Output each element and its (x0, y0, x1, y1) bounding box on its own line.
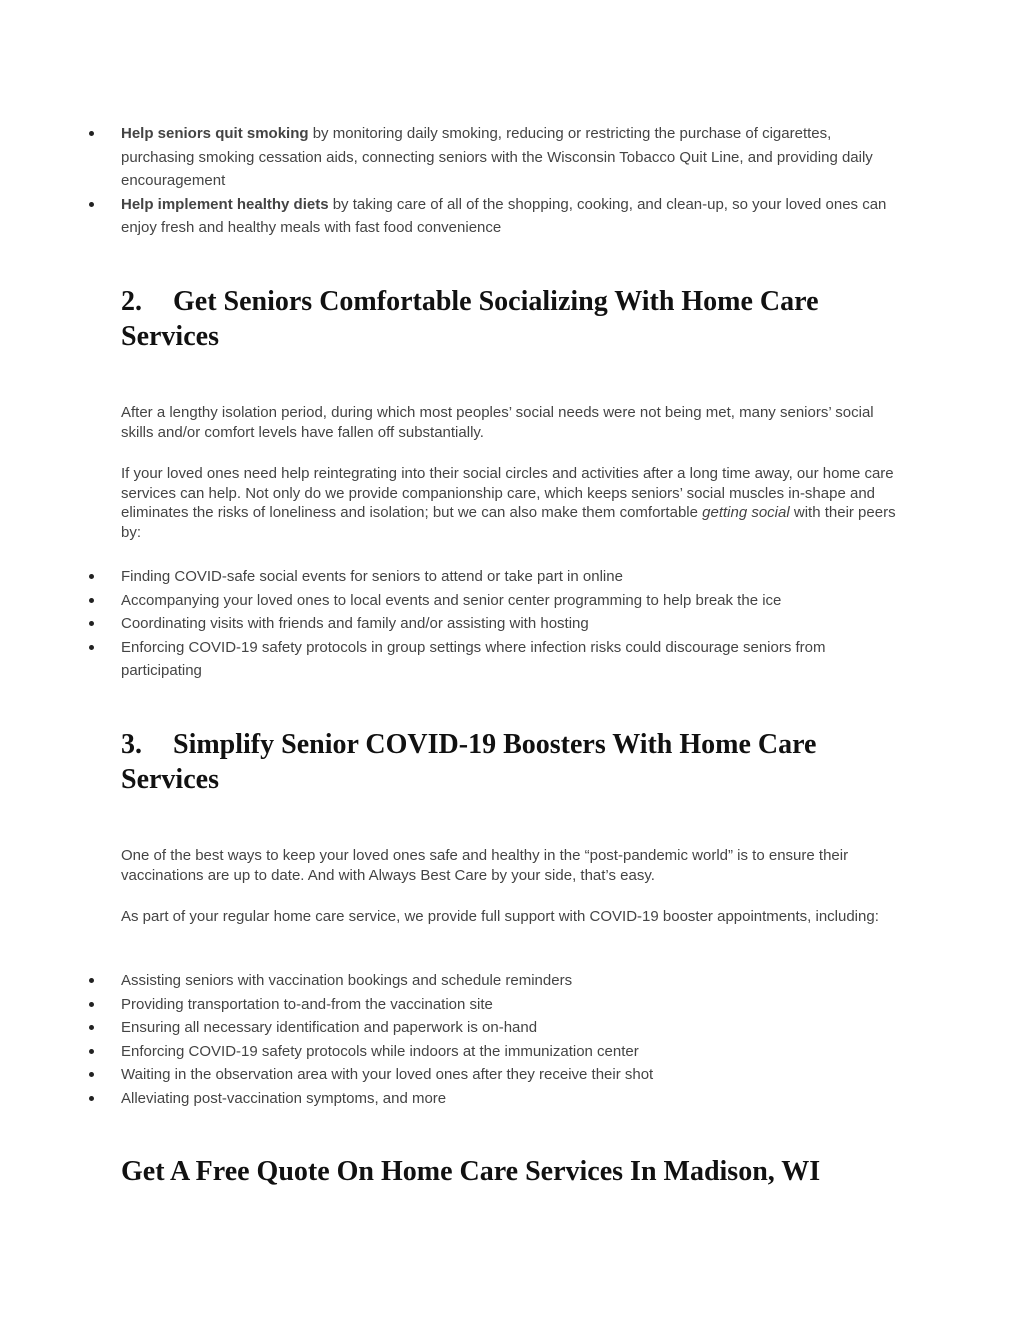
bullet-icon (89, 202, 94, 207)
benefits-list (0, 122, 1024, 240)
list-item-text: Enforcing COVID-19 safety protocols while indoors at the immunization center (121, 1042, 639, 1060)
list-item (0, 589, 906, 613)
list-item-text: Ensuring all necessary identification and paperwork is on-hand (121, 1019, 538, 1036)
bullet-icon (89, 1049, 94, 1054)
paragraph-text: After a lengthy isolation period, during which most peoples’ social needs were not being met, many seniors’ social skills and/or comfort levels have fallen off substantially. (121, 404, 874, 441)
list-item-text: Alleviating post-vaccination symptoms, and more (121, 1089, 447, 1107)
section-title: Get Seniors Comfortable Socializing With Home Care Services (121, 286, 819, 352)
social-list (0, 565, 1024, 683)
bullet-icon (89, 1096, 94, 1101)
list-item (0, 636, 906, 683)
paragraph (121, 907, 906, 927)
list-item-text: Waiting in the observation area with your loved ones after they receive their shot (121, 1066, 654, 1083)
list-item-text: Providing transportation to-and-from the vaccination site (121, 995, 493, 1013)
list-item (0, 993, 906, 1017)
list-item-text: Assisting seniors with vaccination bookings and schedule reminders (121, 972, 573, 989)
list-item (0, 1087, 906, 1111)
bullet-icon (89, 1025, 94, 1030)
paragraph-text: One of the best ways to keep your loved ones safe and healthy in the “post-pandemic world” is to ensure their vaccinations are up to date. And with Always Best Care by your side, that’s easy. (121, 847, 849, 884)
list-item-text: Finding COVID-safe social events for seniors to attend or take part in online (121, 568, 623, 585)
list-item (0, 969, 906, 993)
section-heading (121, 727, 921, 797)
list-item (0, 1016, 906, 1040)
list-item (0, 122, 906, 193)
section-heading (121, 1154, 921, 1189)
bullet-icon (89, 978, 94, 983)
list-item (0, 193, 906, 240)
list-item-text: Coordinating visits with friends and family and/or assisting with hosting (121, 615, 589, 632)
bullet-icon (89, 131, 94, 136)
section-number: 3. (121, 729, 142, 760)
bullet-icon (89, 1002, 94, 1007)
bullet-icon (89, 598, 94, 603)
paragraph-text: If your loved ones need help reintegrating into their social circles and activities after a long time away, our home care services can help. Not only do we provide companionship care, which keeps seniors’ social muscles in-shape and eliminates the risks of loneliness and isolation; but we can also make them comfortable (121, 465, 894, 521)
list-item-text: Enforcing COVID-19 safety protocols in group settings where infection risks could discourage seniors from participating (121, 638, 826, 679)
bullet-icon (89, 1072, 94, 1077)
section-number: 2. (121, 286, 142, 317)
section-title: Simplify Senior COVID-19 Boosters With Home Care Services (121, 729, 817, 795)
paragraph-text: As part of your regular home care service, we provide full support with COVID-19 booster appointments, including: (121, 908, 879, 925)
bullet-icon (89, 574, 94, 579)
list-item (0, 612, 906, 636)
list-item (0, 1040, 906, 1064)
paragraph (121, 403, 906, 442)
list-item-text: by taking care of all of the shopping, cooking, and clean-up, so your loved ones can enjoy fresh and healthy meals with fast food convenience (121, 195, 887, 236)
bullet-icon (89, 621, 94, 626)
list-item-bold: Help seniors quit smoking (121, 125, 309, 142)
paragraph-text: with their peers by: (121, 504, 896, 541)
list-item-text: by monitoring daily smoking, reducing or restricting the purchase of cigarettes, purchasing smoking cessation aids, connecting seniors with the Wisconsin Tobacco Quit Line, and providing daily encouragement (121, 125, 873, 189)
list-item-text: Accompanying your loved ones to local events and senior center programming to help break the ice (121, 591, 782, 609)
section-title: Get A Free Quote On Home Care Services In Madison, WI (121, 1156, 821, 1187)
paragraph (121, 846, 906, 885)
list-item (0, 565, 906, 589)
list-item-bold: Help implement healthy diets (121, 195, 329, 213)
booster-list (0, 969, 1024, 1110)
paragraph (121, 464, 906, 542)
emphasis-text: getting social (702, 504, 790, 521)
list-item (0, 1063, 906, 1087)
bullet-icon (89, 645, 94, 650)
section-heading (121, 284, 921, 354)
